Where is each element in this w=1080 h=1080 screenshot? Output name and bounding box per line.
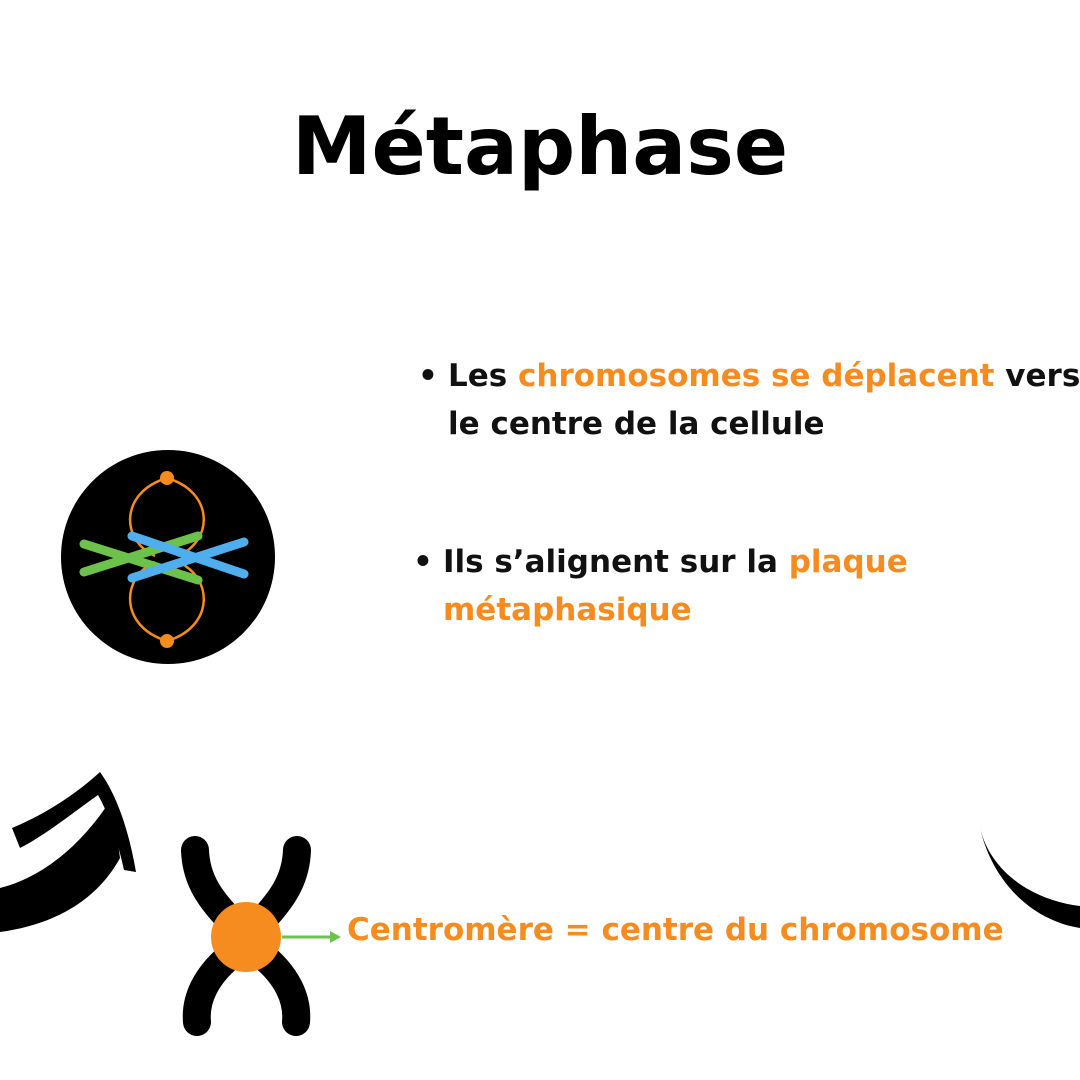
arrow-right-icon xyxy=(282,931,341,943)
centromere xyxy=(211,902,281,972)
bullet-text-plain: vers le centre de la cellule xyxy=(448,358,1080,442)
bullet-dot: • xyxy=(413,544,433,580)
bullet-dot: • xyxy=(418,358,438,394)
curved-arrow-left-icon xyxy=(0,772,136,932)
centrosome-top xyxy=(160,471,174,485)
bullet-text-plain: Ils s’alignent sur la xyxy=(443,544,789,580)
bullet-text-plain: Les xyxy=(448,358,519,394)
page-title: Métaphase xyxy=(291,100,789,193)
metaphase-cell-icon xyxy=(61,450,275,664)
chromosome-icon xyxy=(195,850,297,1022)
bullet-text-highlight: chromosomes se déplacent xyxy=(518,358,995,394)
centrosome-bottom xyxy=(160,634,174,648)
bullet-text-highlight: plaque métaphasique xyxy=(443,544,908,628)
centromere-caption: Centromère = centre du chromosome xyxy=(347,912,1004,948)
